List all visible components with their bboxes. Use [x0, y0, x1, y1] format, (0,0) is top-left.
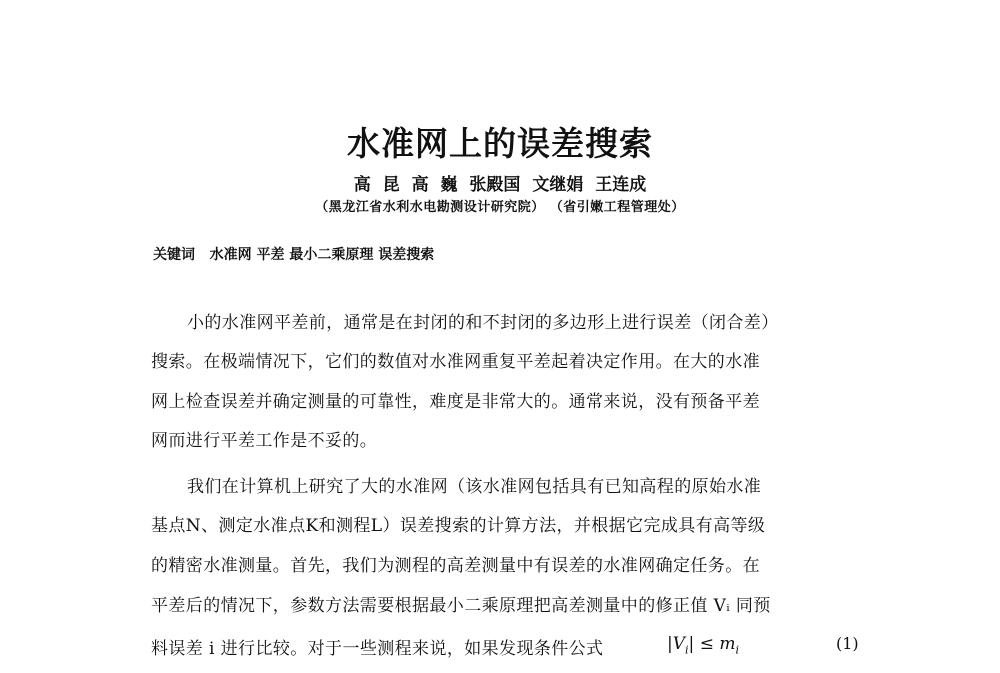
body-line: 网而进行平差工作是不妥的。 [151, 431, 378, 451]
keywords-spacer [200, 247, 205, 263]
body-line: 网上检查误差并确定测量的可靠性，难度是非常大的。通常来说，没有预备平差 [151, 392, 760, 412]
equation-number: (1) [836, 634, 859, 653]
body-line: 的精密水准测量。首先，我们为测程的高差测量中有误差的水准网确定任务。在 [151, 556, 760, 576]
abs-bar-left: | [667, 634, 673, 654]
keywords-label: 关键词 [153, 247, 195, 263]
body-line: 料误差 i 进行比较。对于一些测程来说，如果发现条件公式 [151, 639, 604, 659]
keywords-terms: 水准网 平差 最小二乘原理 误差搜索 [209, 247, 435, 263]
author-list: 高 昆 高 巍 张殿国 文继娟 王连成 [353, 175, 647, 195]
cropped-text-fragment [187, 664, 307, 673]
inline-formula [667, 634, 739, 656]
body-line: 小的水准网平差前，通常是在封闭的和不封闭的多边形上进行误差（闭合差） [187, 313, 779, 333]
affiliation: （黑龙江省水利水电勘测设计研究院） （省引嫩工程管理处） [315, 200, 685, 215]
abs-bar-right: | [688, 634, 695, 654]
formula-rhs: m [719, 634, 736, 654]
body-line: 我们在计算机上研究了大的水准网（该水准网包括具有已知高程的原始水准 [187, 477, 762, 497]
body-line: 基点N、测定水准点K和测程L）误差搜索的计算方法，并根据它完成具有高等级 [151, 516, 766, 536]
body-line: 搜索。在极端情况下，它们的数值对水准网重复平差起着决定作用。在大的水准 [151, 352, 760, 372]
keywords-line [153, 244, 434, 264]
paper-title: 水准网上的误差搜索 [347, 124, 653, 163]
formula-lhs: V [672, 634, 686, 654]
formula-lhs-sub: i [685, 643, 689, 657]
formula-operator: ≤ [699, 634, 714, 654]
body-line: 平差后的情况下，参数方法需要根据最小二乘原理把高差测量中的修正值 Vᵢ 同预 [151, 596, 771, 616]
formula-rhs-sub: i [735, 643, 739, 657]
